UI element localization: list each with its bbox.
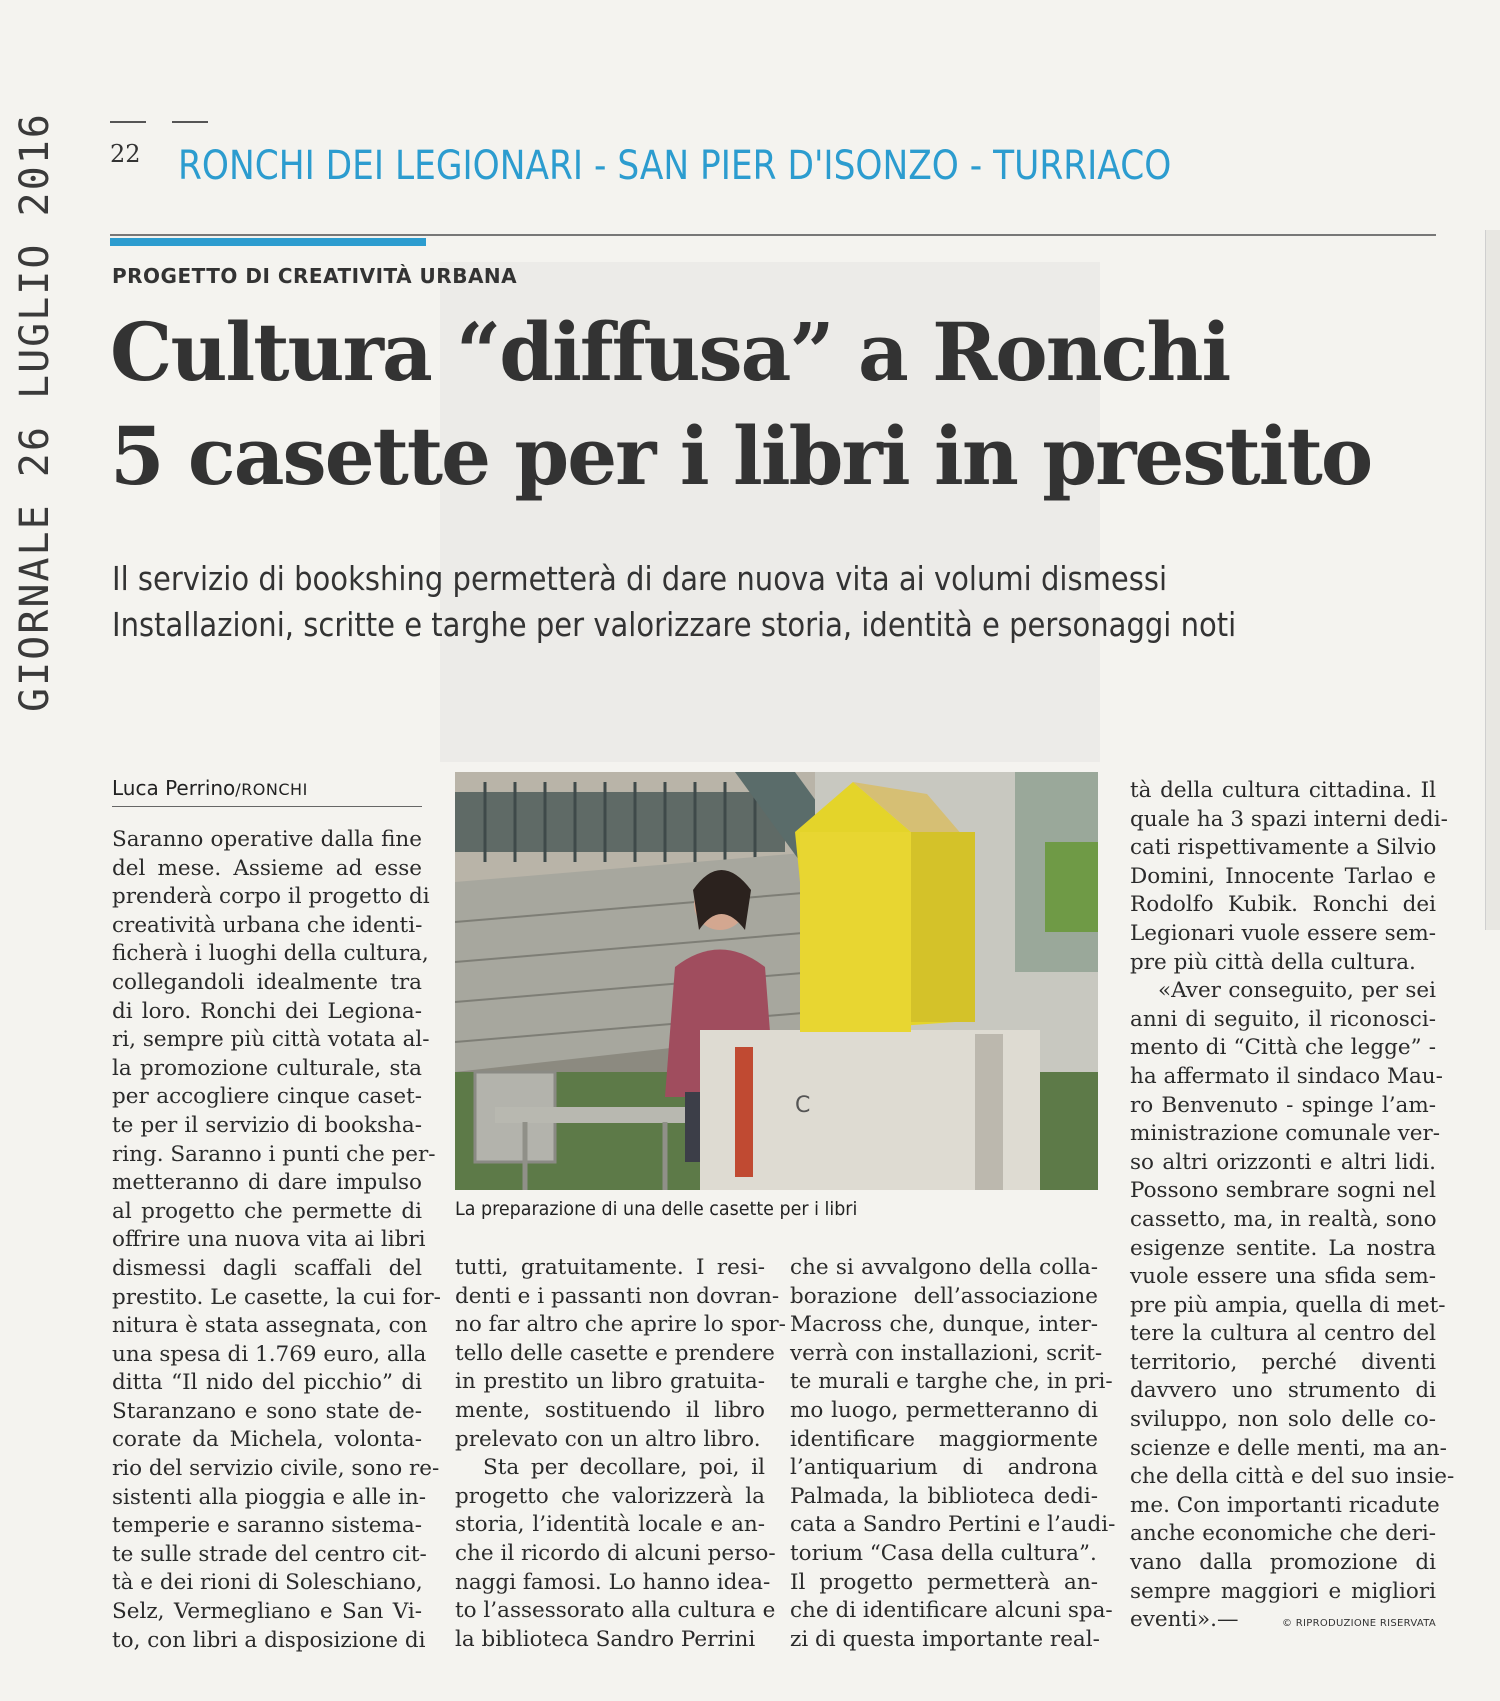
article-text-line: sempre maggiori e migliori (1130, 1578, 1436, 1604)
article-text-line: metteranno di dare impulso (112, 1170, 422, 1196)
article-text-line: mo luogo, permetteranno di (790, 1397, 1098, 1423)
article-text-line: cata a Sandro Pertini e l’audi- (790, 1512, 1116, 1538)
article-text-line: che il ricordo di alcuni perso- (455, 1540, 776, 1566)
article-text-line: che si avvalgono della colla- (790, 1255, 1098, 1280)
article-text-line: collegandoli idealmente tra (112, 969, 422, 995)
article-text-line: Domini, Innocente Tarlao e (1130, 863, 1436, 889)
article-text-line: Rodolfo Kubik. Ronchi dei (1130, 892, 1436, 918)
article-text-line: ring. Saranno i punti che per- (112, 1141, 436, 1167)
article-text-line: denti e i passanti non dovran- (455, 1283, 780, 1309)
photo-caption: La preparazione di una delle casette per i libri (455, 1198, 858, 1220)
article-text-line: Saranno operative dalla fine (112, 827, 422, 852)
byline-rule (112, 806, 422, 807)
article-text-line: tà della cultura cittadina. Il (1130, 778, 1436, 803)
section-rule (110, 234, 1436, 236)
article-text-line: Legionari vuole essere sem- (1130, 920, 1436, 946)
article-text-line: tutti, gratuitamente. I resi- (455, 1255, 765, 1280)
article-text-line: anche economiche che deri- (1130, 1521, 1436, 1547)
page-number-rule (110, 121, 146, 123)
article-text-line: Palmada, la biblioteca dedi- (790, 1483, 1098, 1509)
article-text-line: anni di seguito, il riconosci- (1130, 1006, 1436, 1032)
article-text-line: temperie e saranno sistema- (112, 1513, 422, 1539)
article-text-line: cati rispettivamente a Silvio (1130, 835, 1437, 861)
article-text-line: torium “Casa della cultura”. (790, 1540, 1097, 1566)
article-text-line: vano dalla promozione di (1130, 1550, 1436, 1576)
headline-line: Cultura “diffusa” a Ronchi (110, 305, 1230, 399)
article-text-line: ministrazione comunale ver- (1130, 1121, 1441, 1147)
photo-illustration (455, 772, 1098, 1190)
article-text-line: mento di “Città che legge” - (1130, 1035, 1436, 1061)
article-text-line: identificare maggiormente (790, 1426, 1098, 1452)
subheadline-line: Installazioni, scritte e targhe per valorizzare storia, identità e personaggi noti (112, 605, 1237, 644)
article-text-line: so altri orizzonti e altri lidi. (1130, 1149, 1436, 1175)
article-text-line: esigenze sentite. La nostra (1130, 1235, 1436, 1261)
article-text-line: che di identificare alcuni spa- (790, 1598, 1113, 1624)
article-text-line: ri, sempre più città votata al- (112, 1027, 430, 1053)
article-text-line: rio del servizio civile, sono re- (112, 1456, 440, 1482)
article-column-3 (790, 1254, 1116, 1654)
article-text-line: del mese. Assieme ad esse (112, 855, 422, 881)
section-title: RONCHI DEI LEGIONARI - SAN PIER D'ISONZO - TURRIACO (178, 143, 1172, 189)
article-text-line: me. Con importanti ricadute (1130, 1492, 1440, 1518)
article-text-line: sviluppo, non solo delle co- (1130, 1407, 1436, 1433)
article-text-line: l’antiquarium di androna (790, 1455, 1098, 1481)
article-column-1 (112, 826, 441, 1655)
article-text-line: ditta “Il nido del picchio” di (112, 1370, 422, 1396)
article-text-line: ficherà i luoghi della cultura, (112, 941, 429, 967)
article-text-line: te murali e targhe che, in pri- (790, 1369, 1113, 1395)
adjacent-page-edge (1485, 230, 1500, 930)
article-text-line: pre più ampia, quella di met- (1130, 1292, 1446, 1318)
article-text-line: Il progetto permetterà an- (790, 1569, 1098, 1595)
page-number: 22 (110, 140, 141, 168)
article-text-line: tello delle casette e prendere (455, 1340, 775, 1366)
article-text-line: no far altro che aprire lo spor- (455, 1312, 786, 1338)
article-text-line: per accogliere cinque caset- (112, 1084, 422, 1110)
section-accent-bar (110, 238, 426, 246)
headline-line: 5 casette per i libri in prestito (110, 409, 1372, 503)
article-text-line: la biblioteca Sandro Perrini (455, 1626, 756, 1652)
article-text-line: prelevato con un altro libro. (455, 1426, 761, 1452)
article-text-line: nitura è stata assegnata, con (112, 1313, 428, 1339)
article-text-line: dismessi dagli scaffali del (112, 1255, 422, 1281)
article-text-line: una spesa di 1.769 euro, alla (112, 1341, 427, 1367)
article-text-line: storia, l’identità locale e an- (455, 1512, 765, 1538)
author-name: Luca Perrino (112, 776, 236, 800)
article-text-line: che della città e del suo insie- (1130, 1464, 1455, 1490)
article-text-line: creatività urbana che identi- (112, 912, 423, 938)
article-text-line: ha affermato il sindaco Mau- (1130, 1063, 1443, 1089)
article-text-line: zi di questa importante real- (790, 1626, 1100, 1652)
article-text-line: corate da Michela, volonta- (112, 1427, 422, 1453)
page-number-rule (172, 121, 208, 123)
article-text-line: tere la cultura al centro del (1130, 1321, 1436, 1347)
article-text-line: prenderà corpo il progetto di (112, 884, 430, 910)
article-column-2 (455, 1254, 786, 1654)
article-column-4 (1130, 777, 1455, 1635)
article-text-line: pre più città della cultura. (1130, 949, 1416, 975)
article-text-line: offrire una nuova vita ai libri (112, 1227, 426, 1253)
article-text-line: al progetto che permette di (112, 1198, 422, 1224)
subheadline-line: Il servizio di bookshing permetterà di dare nuova vita ai volumi dismessi (112, 559, 1168, 598)
svg-text:C: C (795, 1093, 811, 1118)
article-text-line: scienze e delle menti, ma an- (1130, 1435, 1447, 1461)
article-text-line: Sta per decollare, poi, il (483, 1455, 765, 1481)
article-text-line: borazione dell’associazione (790, 1283, 1098, 1309)
kicker: PROGETTO DI CREATIVITÀ URBANA (112, 264, 518, 288)
article-text-line: sistenti alla pioggia e alle in- (112, 1484, 427, 1510)
article-text-line: quale ha 3 spazi interni dedi- (1130, 806, 1448, 832)
article-text-line: Staranzano e sono state de- (112, 1398, 422, 1424)
article-text-line: la promozione culturale, sta (112, 1055, 422, 1081)
article-text-line: Macross che, dunque, inter- (790, 1312, 1098, 1338)
article-text-line: tà e dei rioni di Soleschiano, (112, 1570, 423, 1596)
article-text-line: cassetto, ma, in realtà, sono (1130, 1206, 1437, 1232)
article-text-line: naggi famosi. Lo hanno idea- (455, 1569, 771, 1595)
byline-location: /RONCHI (235, 780, 308, 799)
article-text-line: mente, sostituendo il libro (455, 1397, 765, 1423)
article-text-line: te sulle strade del centro cit- (112, 1541, 427, 1567)
article-text-line: ro Benvenuto - spinge l’am- (1130, 1092, 1436, 1118)
copyright-notice: © RIPRODUZIONE RISERVATA (1281, 1618, 1436, 1629)
article-text-line: di loro. Ronchi dei Legiona- (112, 998, 422, 1024)
article-text-line: progetto che valorizzerà la (455, 1483, 765, 1509)
article-text-line: in prestito un libro gratuita- (455, 1369, 765, 1395)
article-text-line: eventi».— (1130, 1607, 1239, 1633)
headline (110, 300, 1450, 508)
article-text-line: Possono sembrare sogni nel (1130, 1178, 1436, 1204)
article-text-line: verrà con installazioni, scrit- (790, 1340, 1103, 1366)
article-text-line: territorio, perché diventi (1130, 1349, 1436, 1375)
article-text-line: to l’assessorato alla cultura e (455, 1598, 776, 1624)
byline (112, 776, 308, 800)
article-text-line: Selz, Vermegliano e San Vi- (112, 1599, 422, 1625)
article-text-line: to, con libri a disposizione di (112, 1627, 426, 1653)
article-text-line: davvero uno strumento di (1130, 1378, 1436, 1404)
article-photo (455, 772, 1098, 1190)
article-text-line: vuole essere una sfida sem- (1130, 1264, 1436, 1290)
subheadline (112, 556, 1442, 648)
article-text-line: te per il servizio di booksha- (112, 1112, 422, 1138)
article-text-line: prestito. Le casette, la cui for- (112, 1284, 441, 1310)
article-text-line: «Aver conseguito, per sei (1158, 978, 1436, 1004)
handwritten-date-note: GIORNALE 26 LUGLIO 2016 (12, 112, 58, 712)
